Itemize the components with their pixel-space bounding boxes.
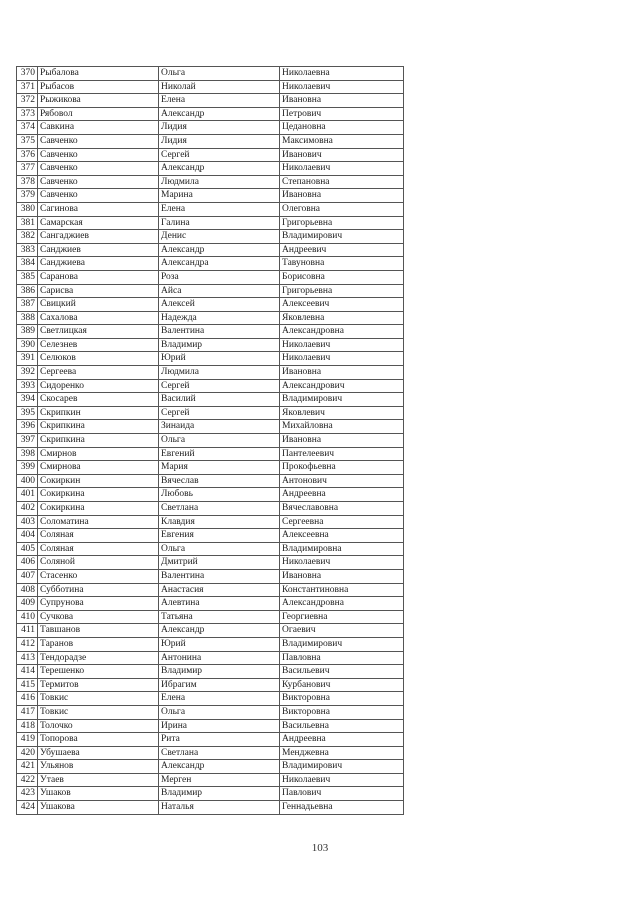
patronymic-cell: Ивановна bbox=[280, 434, 404, 448]
surname-cell: Тавшанов bbox=[38, 624, 159, 638]
table-row bbox=[17, 733, 404, 747]
first-name-cell: Ирина bbox=[159, 719, 280, 733]
patronymic-cell: Ивановна bbox=[280, 94, 404, 108]
row-number: 402 bbox=[17, 502, 38, 516]
table-row bbox=[17, 569, 404, 583]
row-number: 386 bbox=[17, 284, 38, 298]
table-row bbox=[17, 284, 404, 298]
patronymic-cell: Ивановна bbox=[280, 189, 404, 203]
first-name-cell: Людмила bbox=[159, 175, 280, 189]
patronymic-cell: Вячеславовна bbox=[280, 502, 404, 516]
surname-cell: Убушаева bbox=[38, 746, 159, 760]
patronymic-cell: Александровна bbox=[280, 325, 404, 339]
row-number: 387 bbox=[17, 298, 38, 312]
row-number: 401 bbox=[17, 488, 38, 502]
patronymic-cell: Александрович bbox=[280, 379, 404, 393]
first-name-cell: Дмитрий bbox=[159, 556, 280, 570]
first-name-cell: Василий bbox=[159, 393, 280, 407]
first-name-cell: Денис bbox=[159, 230, 280, 244]
table-row bbox=[17, 542, 404, 556]
first-name-cell: Марина bbox=[159, 189, 280, 203]
surname-cell: Сидоренко bbox=[38, 379, 159, 393]
surname-cell: Соляная bbox=[38, 529, 159, 543]
first-name-cell: Валентина bbox=[159, 569, 280, 583]
first-name-cell: Владимир bbox=[159, 787, 280, 801]
table-row bbox=[17, 189, 404, 203]
table-row bbox=[17, 746, 404, 760]
row-number: 380 bbox=[17, 202, 38, 216]
patronymic-cell: Яковлевна bbox=[280, 311, 404, 325]
table-row bbox=[17, 556, 404, 570]
surname-cell: Термитов bbox=[38, 678, 159, 692]
surname-cell: Савченко bbox=[38, 148, 159, 162]
patronymic-cell: Огаевич bbox=[280, 624, 404, 638]
table-row bbox=[17, 257, 404, 271]
patronymic-cell: Георгиевна bbox=[280, 610, 404, 624]
table-row bbox=[17, 270, 404, 284]
first-name-cell: Александр bbox=[159, 107, 280, 121]
surname-cell: Скрипкина bbox=[38, 420, 159, 434]
first-name-cell: Елена bbox=[159, 94, 280, 108]
row-number: 412 bbox=[17, 637, 38, 651]
surname-cell: Утаев bbox=[38, 773, 159, 787]
row-number: 371 bbox=[17, 80, 38, 94]
row-number: 418 bbox=[17, 719, 38, 733]
table-row bbox=[17, 719, 404, 733]
table-row bbox=[17, 705, 404, 719]
table-row bbox=[17, 67, 404, 81]
row-number: 394 bbox=[17, 393, 38, 407]
surname-cell: Соломатина bbox=[38, 515, 159, 529]
first-name-cell: Сергей bbox=[159, 379, 280, 393]
patronymic-cell: Степановна bbox=[280, 175, 404, 189]
row-number: 372 bbox=[17, 94, 38, 108]
first-name-cell: Ольга bbox=[159, 67, 280, 81]
table-row bbox=[17, 787, 404, 801]
patronymic-cell: Борисовна bbox=[280, 270, 404, 284]
surname-cell: Рябовол bbox=[38, 107, 159, 121]
surname-cell: Супрунова bbox=[38, 597, 159, 611]
row-number: 373 bbox=[17, 107, 38, 121]
surname-cell: Таранов bbox=[38, 637, 159, 651]
surname-cell: Ушаков bbox=[38, 787, 159, 801]
patronymic-cell: Менджевна bbox=[280, 746, 404, 760]
first-name-cell: Александр bbox=[159, 760, 280, 774]
table-row bbox=[17, 298, 404, 312]
patronymic-cell: Алексеевич bbox=[280, 298, 404, 312]
first-name-cell: Ибрагим bbox=[159, 678, 280, 692]
row-number: 415 bbox=[17, 678, 38, 692]
row-number: 379 bbox=[17, 189, 38, 203]
patronymic-cell: Григорьевна bbox=[280, 216, 404, 230]
row-number: 390 bbox=[17, 338, 38, 352]
row-number: 400 bbox=[17, 474, 38, 488]
table-row bbox=[17, 488, 404, 502]
row-number: 423 bbox=[17, 787, 38, 801]
row-number: 374 bbox=[17, 121, 38, 135]
first-name-cell: Юрий bbox=[159, 352, 280, 366]
first-name-cell: Владимир bbox=[159, 338, 280, 352]
row-number: 383 bbox=[17, 243, 38, 257]
surname-cell: Субботина bbox=[38, 583, 159, 597]
row-number: 408 bbox=[17, 583, 38, 597]
first-name-cell: Евгения bbox=[159, 529, 280, 543]
surname-cell: Скосарев bbox=[38, 393, 159, 407]
first-name-cell: Александр bbox=[159, 624, 280, 638]
first-name-cell: Светлана bbox=[159, 746, 280, 760]
row-number: 419 bbox=[17, 733, 38, 747]
row-number: 393 bbox=[17, 379, 38, 393]
table-row bbox=[17, 148, 404, 162]
table-row bbox=[17, 162, 404, 176]
patronymic-cell: Алексеевна bbox=[280, 529, 404, 543]
first-name-cell: Светлана bbox=[159, 502, 280, 516]
table-row bbox=[17, 325, 404, 339]
row-number: 410 bbox=[17, 610, 38, 624]
patronymic-cell: Прокофьевна bbox=[280, 461, 404, 475]
row-number: 417 bbox=[17, 705, 38, 719]
patronymic-cell: Владимирович bbox=[280, 637, 404, 651]
patronymic-cell: Викторовна bbox=[280, 705, 404, 719]
names-table-body bbox=[17, 67, 404, 815]
first-name-cell: Наталья bbox=[159, 801, 280, 815]
surname-cell: Савченко bbox=[38, 175, 159, 189]
surname-cell: Терешенко bbox=[38, 665, 159, 679]
surname-cell: Сагинова bbox=[38, 202, 159, 216]
patronymic-cell: Геннадьевна bbox=[280, 801, 404, 815]
first-name-cell: Елена bbox=[159, 202, 280, 216]
table-row bbox=[17, 352, 404, 366]
row-number: 378 bbox=[17, 175, 38, 189]
first-name-cell: Николай bbox=[159, 80, 280, 94]
first-name-cell: Лидия bbox=[159, 134, 280, 148]
row-number: 381 bbox=[17, 216, 38, 230]
table-row bbox=[17, 230, 404, 244]
first-name-cell: Ольга bbox=[159, 434, 280, 448]
patronymic-cell: Иванович bbox=[280, 148, 404, 162]
surname-cell: Селюков bbox=[38, 352, 159, 366]
row-number: 384 bbox=[17, 257, 38, 271]
table-row bbox=[17, 134, 404, 148]
surname-cell: Сангаджиев bbox=[38, 230, 159, 244]
first-name-cell: Алексей bbox=[159, 298, 280, 312]
patronymic-cell: Пантелеевич bbox=[280, 447, 404, 461]
table-row bbox=[17, 692, 404, 706]
surname-cell: Савченко bbox=[38, 134, 159, 148]
patronymic-cell: Николаевич bbox=[280, 773, 404, 787]
table-row bbox=[17, 406, 404, 420]
surname-cell: Селезнев bbox=[38, 338, 159, 352]
row-number: 409 bbox=[17, 597, 38, 611]
patronymic-cell: Николаевич bbox=[280, 338, 404, 352]
table-row bbox=[17, 379, 404, 393]
table-row bbox=[17, 393, 404, 407]
table-row bbox=[17, 610, 404, 624]
patronymic-cell: Павловна bbox=[280, 651, 404, 665]
patronymic-cell: Николаевич bbox=[280, 80, 404, 94]
first-name-cell: Ольга bbox=[159, 705, 280, 719]
row-number: 391 bbox=[17, 352, 38, 366]
surname-cell: Сокиркин bbox=[38, 474, 159, 488]
first-name-cell: Роза bbox=[159, 270, 280, 284]
table-row bbox=[17, 94, 404, 108]
table-row bbox=[17, 474, 404, 488]
table-row bbox=[17, 624, 404, 638]
surname-cell: Топорова bbox=[38, 733, 159, 747]
patronymic-cell: Андреевна bbox=[280, 733, 404, 747]
first-name-cell: Александр bbox=[159, 162, 280, 176]
patronymic-cell: Николаевна bbox=[280, 67, 404, 81]
surname-cell: Смирнов bbox=[38, 447, 159, 461]
first-name-cell: Александра bbox=[159, 257, 280, 271]
table-row bbox=[17, 583, 404, 597]
patronymic-cell: Михайловна bbox=[280, 420, 404, 434]
patronymic-cell: Николаевич bbox=[280, 556, 404, 570]
patronymic-cell: Владимирович bbox=[280, 230, 404, 244]
surname-cell: Савченко bbox=[38, 162, 159, 176]
table-row bbox=[17, 665, 404, 679]
first-name-cell: Любовь bbox=[159, 488, 280, 502]
first-name-cell: Зинаида bbox=[159, 420, 280, 434]
row-number: 376 bbox=[17, 148, 38, 162]
patronymic-cell: Ивановна bbox=[280, 366, 404, 380]
surname-cell: Свицкий bbox=[38, 298, 159, 312]
page-number: 103 bbox=[311, 842, 329, 854]
surname-cell: Тендорадзе bbox=[38, 651, 159, 665]
patronymic-cell: Олеговна bbox=[280, 202, 404, 216]
table-row bbox=[17, 773, 404, 787]
patronymic-cell: Владимирович bbox=[280, 393, 404, 407]
table-row bbox=[17, 529, 404, 543]
patronymic-cell: Яковлевич bbox=[280, 406, 404, 420]
surname-cell: Ульянов bbox=[38, 760, 159, 774]
patronymic-cell: Ивановна bbox=[280, 569, 404, 583]
surname-cell: Стасенко bbox=[38, 569, 159, 583]
row-number: 404 bbox=[17, 529, 38, 543]
patronymic-cell: Владимирович bbox=[280, 760, 404, 774]
table-row bbox=[17, 338, 404, 352]
surname-cell: Ушакова bbox=[38, 801, 159, 815]
patronymic-cell: Максимовна bbox=[280, 134, 404, 148]
patronymic-cell: Васильевич bbox=[280, 665, 404, 679]
first-name-cell: Галина bbox=[159, 216, 280, 230]
first-name-cell: Анастасия bbox=[159, 583, 280, 597]
first-name-cell: Сергей bbox=[159, 148, 280, 162]
row-number: 403 bbox=[17, 515, 38, 529]
surname-cell: Товкис bbox=[38, 705, 159, 719]
patronymic-cell: Николаевич bbox=[280, 162, 404, 176]
surname-cell: Санджиева bbox=[38, 257, 159, 271]
patronymic-cell: Петрович bbox=[280, 107, 404, 121]
table-row bbox=[17, 461, 404, 475]
first-name-cell: Владимир bbox=[159, 665, 280, 679]
patronymic-cell: Николаевич bbox=[280, 352, 404, 366]
surname-cell: Скрипкина bbox=[38, 434, 159, 448]
patronymic-cell: Андреевич bbox=[280, 243, 404, 257]
first-name-cell: Ольга bbox=[159, 542, 280, 556]
row-number: 422 bbox=[17, 773, 38, 787]
table-row bbox=[17, 107, 404, 121]
row-number: 414 bbox=[17, 665, 38, 679]
patronymic-cell: Андреевна bbox=[280, 488, 404, 502]
row-number: 388 bbox=[17, 311, 38, 325]
surname-cell: Соляной bbox=[38, 556, 159, 570]
row-number: 420 bbox=[17, 746, 38, 760]
row-number: 405 bbox=[17, 542, 38, 556]
surname-cell: Рыбалова bbox=[38, 67, 159, 81]
patronymic-cell: Васильевна bbox=[280, 719, 404, 733]
surname-cell: Толочко bbox=[38, 719, 159, 733]
surname-cell: Рыбасов bbox=[38, 80, 159, 94]
surname-cell: Рыжикова bbox=[38, 94, 159, 108]
row-number: 399 bbox=[17, 461, 38, 475]
patronymic-cell: Тавуновна bbox=[280, 257, 404, 271]
patronymic-cell: Викторовна bbox=[280, 692, 404, 706]
row-number: 398 bbox=[17, 447, 38, 461]
row-number: 397 bbox=[17, 434, 38, 448]
surname-cell: Санджиев bbox=[38, 243, 159, 257]
first-name-cell: Евгений bbox=[159, 447, 280, 461]
surname-cell: Смирнова bbox=[38, 461, 159, 475]
first-name-cell: Валентина bbox=[159, 325, 280, 339]
row-number: 385 bbox=[17, 270, 38, 284]
row-number: 389 bbox=[17, 325, 38, 339]
row-number: 395 bbox=[17, 406, 38, 420]
table-row bbox=[17, 216, 404, 230]
row-number: 406 bbox=[17, 556, 38, 570]
table-row bbox=[17, 434, 404, 448]
row-number: 424 bbox=[17, 801, 38, 815]
first-name-cell: Татьяна bbox=[159, 610, 280, 624]
surname-cell: Сучкова bbox=[38, 610, 159, 624]
row-number: 407 bbox=[17, 569, 38, 583]
first-name-cell: Лидия bbox=[159, 121, 280, 135]
patronymic-cell: Александровна bbox=[280, 597, 404, 611]
patronymic-cell: Владимировна bbox=[280, 542, 404, 556]
surname-cell: Савченко bbox=[38, 189, 159, 203]
first-name-cell: Людмила bbox=[159, 366, 280, 380]
surname-cell: Сергеева bbox=[38, 366, 159, 380]
table-row bbox=[17, 202, 404, 216]
table-row bbox=[17, 637, 404, 651]
table-row bbox=[17, 366, 404, 380]
surname-cell: Самарская bbox=[38, 216, 159, 230]
table-row bbox=[17, 175, 404, 189]
first-name-cell: Юрий bbox=[159, 637, 280, 651]
table-row bbox=[17, 311, 404, 325]
patronymic-cell: Сергеевна bbox=[280, 515, 404, 529]
row-number: 396 bbox=[17, 420, 38, 434]
table-row bbox=[17, 651, 404, 665]
surname-cell: Сахалова bbox=[38, 311, 159, 325]
surname-cell: Светлицкая bbox=[38, 325, 159, 339]
first-name-cell: Надежда bbox=[159, 311, 280, 325]
patronymic-cell: Антонович bbox=[280, 474, 404, 488]
first-name-cell: Рита bbox=[159, 733, 280, 747]
table-row bbox=[17, 80, 404, 94]
row-number: 392 bbox=[17, 366, 38, 380]
row-number: 382 bbox=[17, 230, 38, 244]
first-name-cell: Алевтина bbox=[159, 597, 280, 611]
row-number: 421 bbox=[17, 760, 38, 774]
surname-cell: Сокиркина bbox=[38, 502, 159, 516]
row-number: 377 bbox=[17, 162, 38, 176]
patronymic-cell: Курбанович bbox=[280, 678, 404, 692]
first-name-cell: Айса bbox=[159, 284, 280, 298]
surname-cell: Товкис bbox=[38, 692, 159, 706]
table-row bbox=[17, 243, 404, 257]
surname-cell: Скрипкин bbox=[38, 406, 159, 420]
row-number: 413 bbox=[17, 651, 38, 665]
patronymic-cell: Константиновна bbox=[280, 583, 404, 597]
patronymic-cell: Цедановна bbox=[280, 121, 404, 135]
surname-cell: Соляная bbox=[38, 542, 159, 556]
patronymic-cell: Григорьевна bbox=[280, 284, 404, 298]
row-number: 370 bbox=[17, 67, 38, 81]
table-row bbox=[17, 447, 404, 461]
table-row bbox=[17, 420, 404, 434]
surname-cell: Савкина bbox=[38, 121, 159, 135]
surname-cell: Саранова bbox=[38, 270, 159, 284]
patronymic-cell: Павлович bbox=[280, 787, 404, 801]
surname-cell: Сарисва bbox=[38, 284, 159, 298]
first-name-cell: Елена bbox=[159, 692, 280, 706]
row-number: 411 bbox=[17, 624, 38, 638]
table-row bbox=[17, 597, 404, 611]
first-name-cell: Сергей bbox=[159, 406, 280, 420]
surname-cell: Сокиркина bbox=[38, 488, 159, 502]
table-row bbox=[17, 801, 404, 815]
row-number: 416 bbox=[17, 692, 38, 706]
table-row bbox=[17, 515, 404, 529]
first-name-cell: Клавдия bbox=[159, 515, 280, 529]
first-name-cell: Мария bbox=[159, 461, 280, 475]
first-name-cell: Александр bbox=[159, 243, 280, 257]
row-number: 375 bbox=[17, 134, 38, 148]
first-name-cell: Антонина bbox=[159, 651, 280, 665]
table-row bbox=[17, 121, 404, 135]
table-row bbox=[17, 678, 404, 692]
table-row bbox=[17, 502, 404, 516]
first-name-cell: Мерген bbox=[159, 773, 280, 787]
first-name-cell: Вячеслав bbox=[159, 474, 280, 488]
names-table bbox=[16, 66, 404, 815]
table-row bbox=[17, 760, 404, 774]
